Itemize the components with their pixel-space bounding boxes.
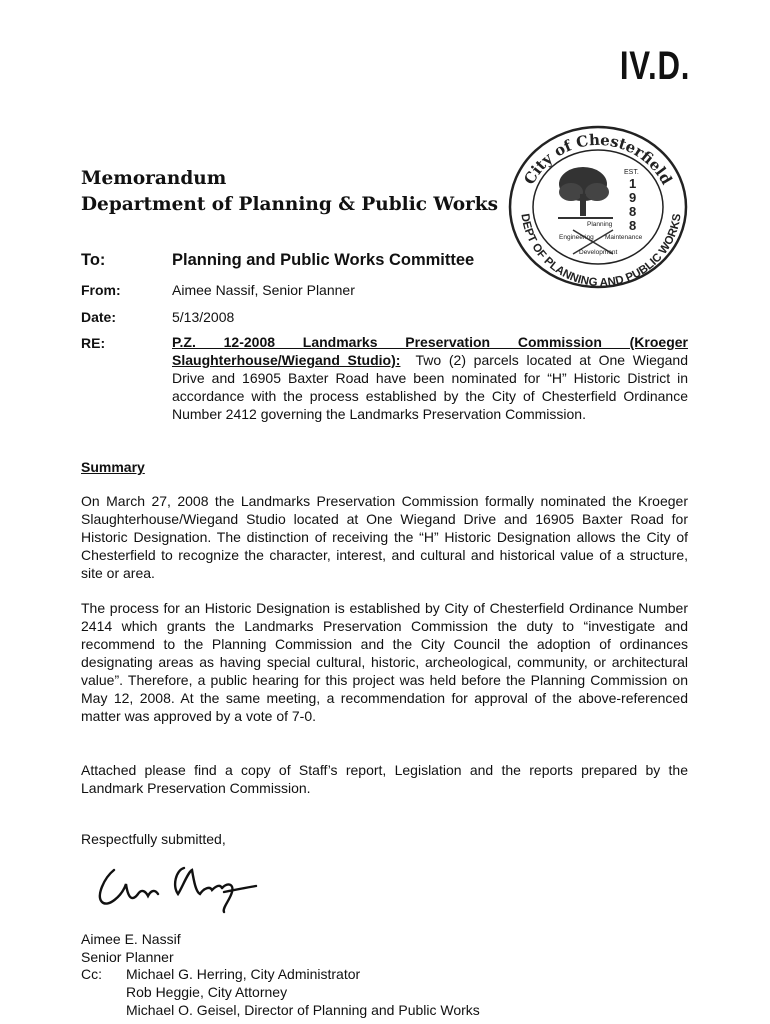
- cc-label: Cc:: [81, 966, 102, 982]
- seal-year-digit: 9: [629, 190, 637, 205]
- city-seal: [503, 122, 693, 292]
- seal-year-digit: 8: [629, 218, 637, 233]
- cc-recipient: Michael G. Herring, City Administrator: [126, 966, 361, 982]
- seal-word: Maintenance: [605, 234, 643, 241]
- seal-est-label: EST.: [624, 169, 639, 176]
- summary-paragraph-3: Attached please find a copy of Staff’s report, Legislation and the reports prepared by the Landmark Preservation Commission.: [81, 762, 688, 796]
- signature: [92, 858, 262, 914]
- department-title: Department of Planning & Public Works: [81, 194, 499, 215]
- date-value: 5/13/2008: [172, 309, 235, 325]
- re-label: RE:: [81, 335, 106, 351]
- re-text: Two (2) parcels located at One Wiegand Drive and 16905 Baxter Road have been nominated for “H” Historic District in accordance with the process established by the City of Chesterfield Ordinance Number 2412 governing the Landmarks Preservation Commission.: [172, 352, 689, 422]
- agenda-item-number: IV.D.: [619, 44, 690, 88]
- signer-title: Senior Planner: [81, 949, 174, 965]
- summary-paragraph-2: The process for an Historic Designation is established by City of Chesterfield Ordinance Number 2414 which grants the Landmarks Preservation Commission the duty to “investigate and recommend to the Planning Commission and the City Council the adoption of ordinances designating areas as having special cultural, historic, archeological, community, or architectural value”. Therefore, a public hearing for this project was held before the Planning Commission on May 12, 2008. At the same meeting, a recommendation for approval of the above-referenced matter was approved by a vote of 7-0.: [81, 600, 688, 724]
- re-subject: P.Z. 12-2008 Landmarks Preservation Commission (Kroeger Slaughterhouse/Wiegand Studio):: [172, 334, 688, 368]
- signer-name: Aimee E. Nassif: [81, 931, 181, 947]
- from-value: Aimee Nassif, Senior Planner: [172, 282, 355, 298]
- from-label: From:: [81, 282, 121, 298]
- seal-top-text: City of Chesterfield: [520, 130, 676, 188]
- memo-title: Memorandum: [81, 168, 227, 189]
- summary-paragraph-1: On March 27, 2008 the Landmarks Preservation Commission formally nominated the Kroeger Slaughterhouse/Wiegand Studio located at One Wiegand Drive and 16905 Baxter Road for Historic Designation. The distinction of receiving the “H” Historic Designation allows the City of Chesterfield to recognize the character, interest, and cultural and historical value of a structure, site or area.: [81, 493, 688, 581]
- closing-salutation: Respectfully submitted,: [81, 831, 226, 847]
- seal-year-digit: 1: [629, 176, 637, 191]
- to-value: Planning and Public Works Committee: [172, 251, 475, 269]
- re-block: [172, 333, 688, 423]
- tree-icon: [558, 167, 613, 218]
- date-label: Date:: [81, 309, 117, 325]
- seal-year-digit: 8: [629, 204, 637, 219]
- memo-heading: [81, 166, 498, 218]
- seal-word: Engineering: [559, 234, 594, 241]
- seal-bottom-text: DEPT OF PLANNING AND PUBLIC WORKS: [518, 212, 684, 290]
- seal-word: Development: [579, 249, 618, 256]
- to-label: To:: [81, 251, 106, 269]
- cc-recipient: Rob Heggie, City Attorney: [126, 984, 288, 1000]
- cc-recipient: Michael O. Geisel, Director of Planning and Public Works: [126, 1002, 480, 1018]
- summary-heading: Summary: [81, 459, 145, 475]
- seal-word: Planning: [587, 221, 613, 228]
